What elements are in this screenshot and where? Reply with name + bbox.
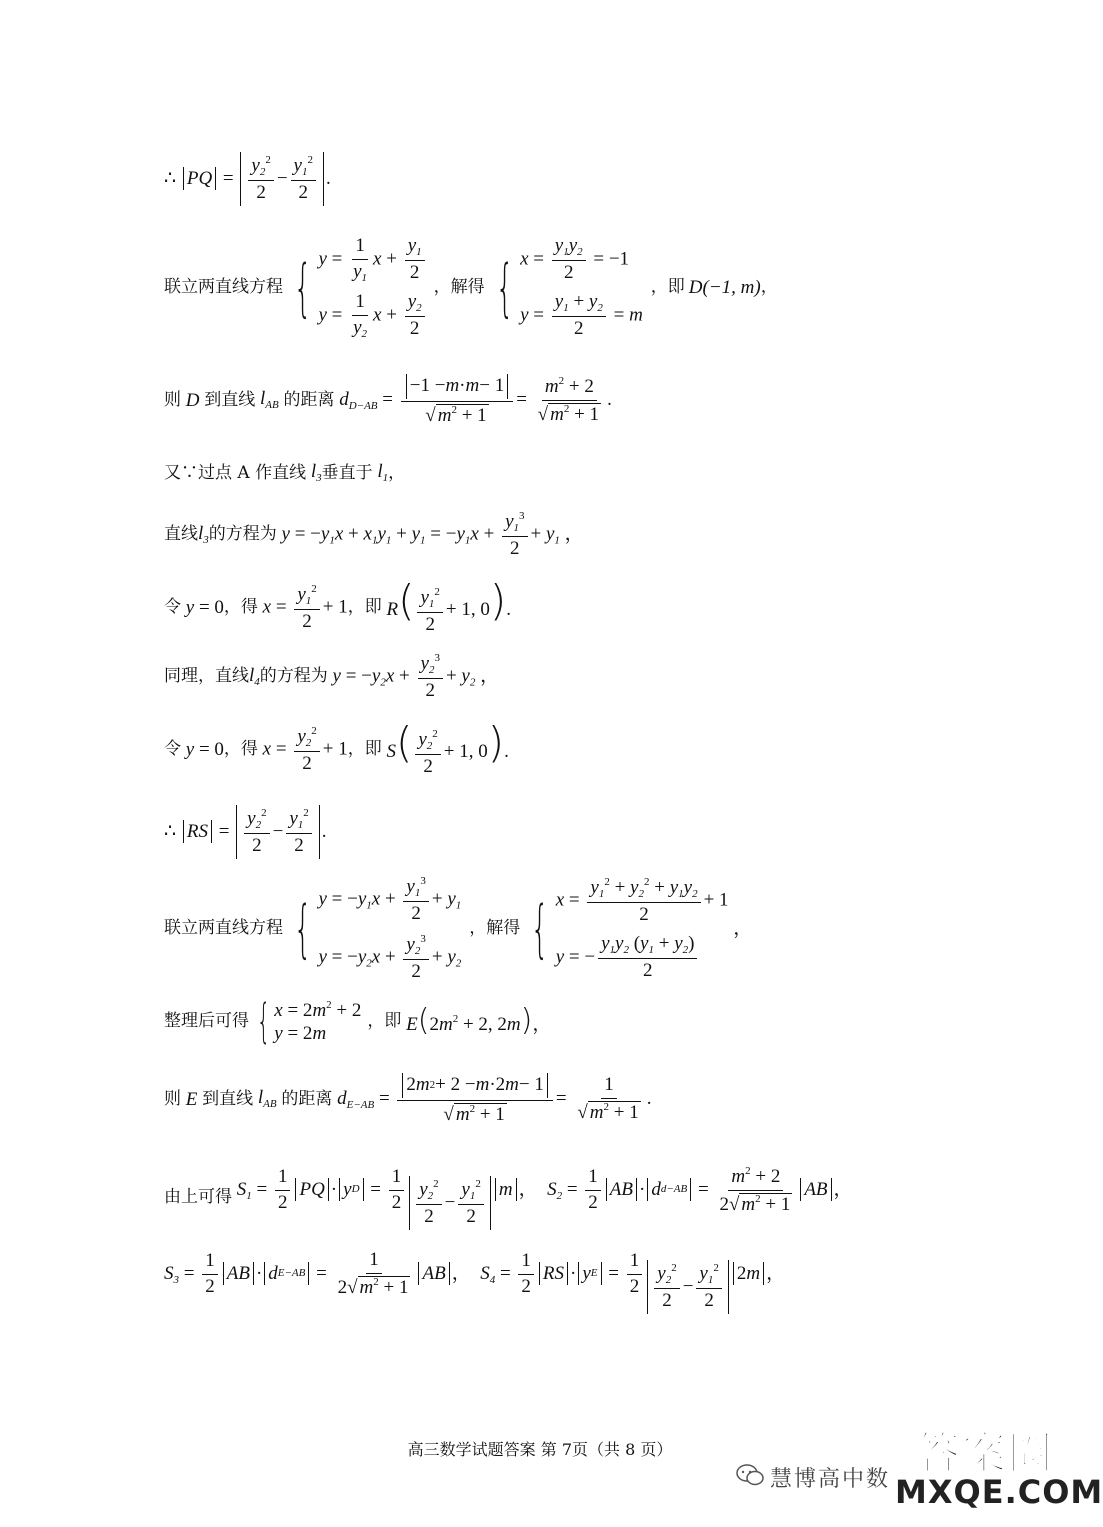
text-ji-e: ，即	[367, 1010, 402, 1031]
text-ji-1: ，即	[347, 597, 382, 618]
text-dao-zhixian-e: 到直线	[202, 1088, 254, 1109]
distance-d: 则 D 到直线 $l_{AB}$ 的距离 $d_{D-AB}$ = −1 − m · m − 1 √ $m^2 + 1$ = $m^2 + 2$ √ $m^2 + 1$ .	[164, 374, 612, 427]
text-ling-1: 令	[164, 597, 181, 618]
text-ze-d: 则	[164, 389, 181, 410]
system-2: 联立两直线方程 { $y = -y_1x$ + $\frac{y_1^3}{2}$ + $y_1$ $y = -y_2x$ + $\frac{y_2^3}{2}$ + $y_2$ ，解得 { x = $\frac{y_1^2 + y_2^2 + y_1y_2}{2}$ + 1 y = − $\frac{y_1y_2 (y_1 + y_2)}{2}$ ，	[164, 875, 753, 983]
watermark-logo-text: 答案圈	[916, 1428, 1054, 1479]
wechat-icon	[736, 1464, 764, 1492]
watermark-url: MXQE.COM	[895, 1473, 1103, 1511]
l3-equation: 直线 $l_3$ 的方程为 $y = -y_1x + x_1y_1 + y_1 = -y_1x$ + $\frac{y_1^3}{2}$ + $y_1$ ，	[164, 510, 584, 560]
system-1: 联立两直线方程 { y = $\frac{1}{y_1}$ x + $\frac{y_1}{2}$ y = $\frac{1}{y_2}$ x + $\frac{y_2}{2}$ ，解得 { x = $\frac{y_1y_2}{2}$ = −1 y = $\frac{y_1 + y_2}{2}$ = m ，即 D(−1, m) ，	[164, 235, 778, 340]
text-summary: 由上可得	[164, 1186, 232, 1207]
text-ze-e: 则	[164, 1088, 181, 1109]
text-tongli: 同理，直线	[164, 666, 249, 687]
text-ji-2: ，即	[347, 739, 382, 760]
area-s3-s4: $S_3$ = $\frac{1}{2}$ AB · d E−AB = $\frac{1}{2√ m^2 + 1}$ AB ， $S_4$ = $\frac{1}{2}$ RS · y E = $\frac{1}{2}$ $\frac{y_2^2}{2}$ − $\frac{y_1^2}{2}$ 2 m ，	[164, 1250, 785, 1314]
watermark-logo	[895, 1428, 1103, 1522]
text-you-guo: 又∵过点 A 作直线	[164, 462, 307, 483]
text-zhengli: 整理后可得	[164, 1010, 249, 1031]
text-zhixian-l3: 直线	[164, 524, 198, 545]
text-jiede-2: ，解得	[469, 918, 521, 939]
point-s: 令 y = 0 ，得 x = $\frac{y_2^2}{2}$ + 1 ，即 S( $\frac{y_2^2}{2}$ + 1, 0).	[164, 718, 509, 777]
rs-formula: ∴ RS = $\frac{y_2^2}{2}$ − $\frac{y_1^2}{2}$ .	[164, 805, 327, 859]
text-ling-2: 令	[164, 739, 181, 760]
text-jiede-1: ，解得	[433, 277, 485, 298]
point-e: 整理后可得 { $x = 2m^2 + 2$ y = 2m ，即 $E(2m^2 + 2$, 2m)，	[164, 994, 552, 1048]
text-de-2: ，得	[223, 739, 258, 760]
page-footer: 高三数学试题答案 第 7页（共 8 页）	[407, 1440, 673, 1459]
text-fangcheng-l3: 的方程为	[208, 524, 277, 545]
text-fangcheng-l4: 的方程为	[259, 666, 328, 687]
l4-equation: 同理，直线 $l_4$ 的方程为 $y = -y_2x$ + $\frac{y_2^3}{2}$ + $y_2$ ，	[164, 652, 500, 702]
text-dao-zhixian-d: 到直线	[204, 389, 256, 410]
point-r: 令 y = 0 ，得 x = $\frac{y_1^2}{2}$ + 1 ，即 R( $\frac{y_1^2}{2}$ + 1, 0).	[164, 576, 512, 635]
watermark-account	[736, 1462, 890, 1493]
area-s1-s2: 由上可得 $S_1$ = $\frac{1}{2}$ PQ · y D = $\frac{1}{2}$ $\frac{y_2^2}{2}$ − $\frac{y_1^2}{2}$ m ， $S_2$ = $\frac{1}{2}$ AB · d d−AB = $\frac{m^2 + 2}{2√ m^2 + 1}$ AB ，	[164, 1165, 853, 1230]
distance-e: 则 E 到直线 $l_{AB}$ 的距离 $d_{E-AB}$ = 2 m 2 + 2 − m ·2 m − 1 √ $m^2 + 1$ = 1 √ $m^2 + 1$ .	[164, 1073, 651, 1126]
text-lianli-2: 联立两直线方程	[164, 918, 283, 939]
point-d: D(−1, m)	[688, 277, 761, 299]
therefore-symbol: ∴	[164, 168, 177, 190]
perpendicular-statement: 又∵过点 A 作直线 $l_3$ 垂直于 $l_1$ ，	[164, 461, 406, 484]
text-chuizhi: 垂直于	[321, 462, 373, 483]
text-lianli-1: 联立两直线方程	[164, 277, 283, 298]
pq-formula: ∴ PQ = $\frac{y_2^2}{2}$ − $\frac{y_1^2}{2}$ .	[164, 152, 331, 206]
text-de-1: ，得	[223, 597, 258, 618]
text-ji-d: ，即	[650, 277, 685, 298]
therefore-symbol-2: ∴	[164, 821, 177, 843]
text-juli-e: 的距离	[281, 1088, 333, 1109]
watermark-account-text: 慧博高中数	[770, 1467, 891, 1492]
text-juli-d: 的距离	[283, 389, 335, 410]
